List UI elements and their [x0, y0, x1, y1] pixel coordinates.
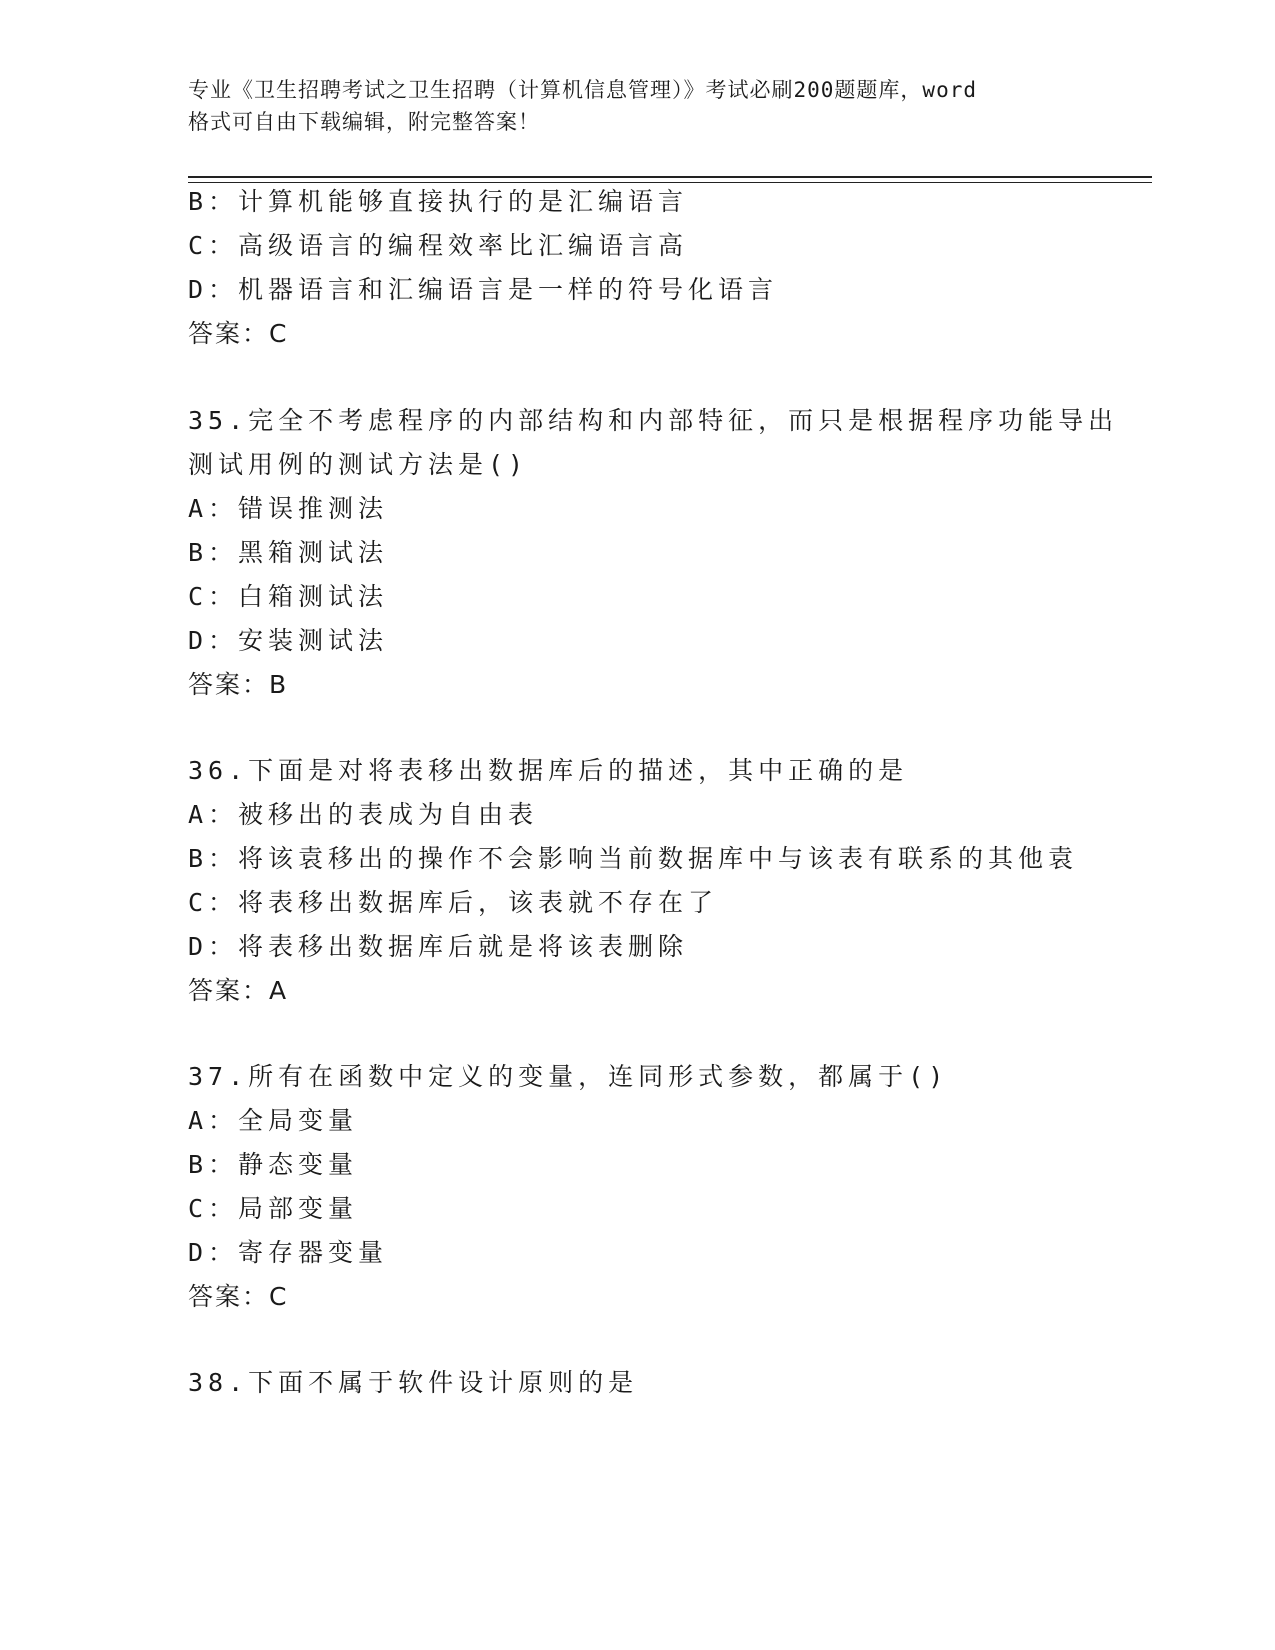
- q35-stem-line-2: 测试用例的测试方法是(): [188, 450, 529, 479]
- q37-option-a: A：全局变量: [188, 1106, 359, 1135]
- q36-answer: 答案：A: [188, 976, 289, 1005]
- q35-stem-line-1: 35.完全不考虑程序的内部结构和内部特征，而只是根据程序功能导出: [188, 406, 1119, 435]
- q36-option-d: D：将表移出数据库后就是将该表删除: [188, 932, 689, 961]
- q36-option-c: C：将表移出数据库后，该表就不存在了: [188, 888, 719, 917]
- q34-answer: 答案：C: [188, 319, 289, 348]
- q35-option-c: C：白箱测试法: [188, 582, 389, 611]
- q37-option-b: B：静态变量: [188, 1150, 359, 1179]
- q37-option-c: C：局部变量: [188, 1194, 359, 1223]
- q35-answer: 答案：B: [188, 670, 289, 699]
- q37-option-d: D：寄存器变量: [188, 1238, 389, 1267]
- header-divider-thin: [188, 182, 1152, 183]
- q35-option-a: A：错误推测法: [188, 494, 389, 523]
- q36-option-a: A：被移出的表成为自由表: [188, 800, 539, 829]
- q34-option-b: B：计算机能够直接执行的是汇编语言: [188, 187, 689, 216]
- header-divider-thick: [188, 176, 1152, 178]
- document-header: [188, 74, 1088, 138]
- header-line-2: 格式可自由下载编辑，附完整答案！: [188, 110, 540, 134]
- q35-option-b: B：黑箱测试法: [188, 538, 389, 567]
- q36-option-b: B：将该袁移出的操作不会影响当前数据库中与该表有联系的其他袁: [188, 844, 1079, 873]
- q34-option-c: C：高级语言的编程效率比汇编语言高: [188, 231, 689, 260]
- q37-stem: 37.所有在函数中定义的变量，连同形式参数，都属于(): [188, 1062, 949, 1091]
- q34-option-d: D：机器语言和汇编语言是一样的符号化语言: [188, 275, 779, 304]
- q37-answer: 答案：C: [188, 1282, 289, 1311]
- q38-stem: 38.下面不属于软件设计原则的是: [188, 1368, 639, 1397]
- header-line-1: 专业《卫生招聘考试之卫生招聘（计算机信息管理）》考试必刷200题题库，word: [188, 78, 977, 102]
- q36-stem: 36.下面是对将表移出数据库后的描述，其中正确的是: [188, 756, 909, 785]
- q35-option-d: D：安装测试法: [188, 626, 389, 655]
